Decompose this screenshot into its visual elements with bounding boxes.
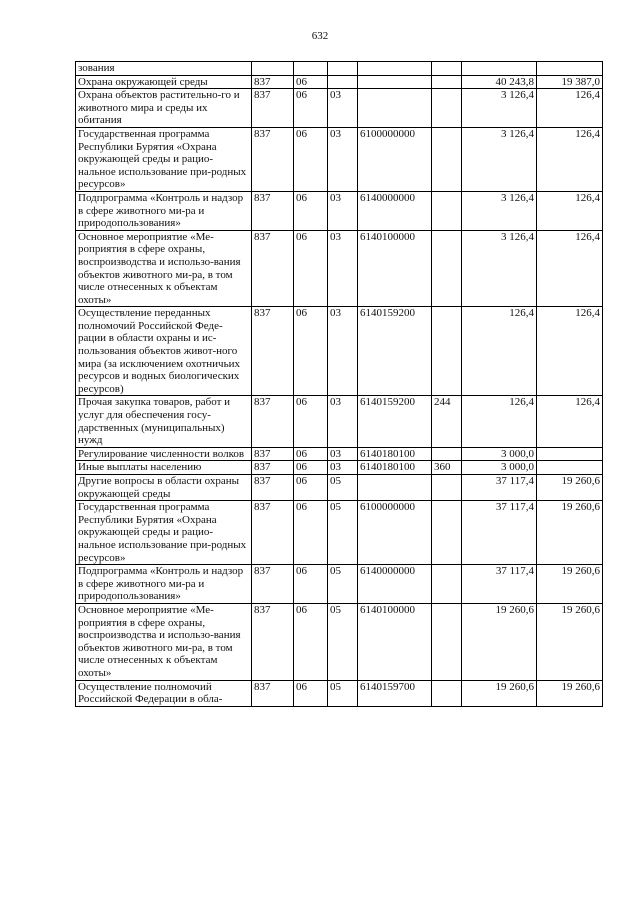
cell-subsection: 03 [328, 89, 358, 128]
table-row [76, 461, 603, 475]
cell-amount-1: 3 126,4 [462, 230, 537, 307]
cell-amount-2: 126,4 [537, 396, 603, 447]
cell-admin: 837 [252, 475, 294, 501]
cell-target: 6140159200 [358, 307, 432, 396]
cell-admin: 837 [252, 396, 294, 447]
cell-target [358, 62, 432, 76]
cell-target: 6140000000 [358, 191, 432, 230]
cell-name: Регулирование численности волков [76, 447, 252, 461]
cell-amount-2 [537, 62, 603, 76]
cell-admin: 837 [252, 307, 294, 396]
cell-section: 06 [294, 127, 328, 191]
cell-amount-2: 19 260,6 [537, 680, 603, 706]
page-number: 632 [311, 30, 329, 42]
cell-subsection: 05 [328, 501, 358, 565]
cell-name: Государственная программа Республики Бурятия «Охрана окружающей среды и рацио-нальное использование при-родных ресурсов» [76, 501, 252, 565]
cell-amount-1: 3 126,4 [462, 89, 537, 128]
cell-name: Подпрограмма «Контроль и надзор в сфере животного ми-ра и природопользования» [76, 565, 252, 604]
cell-section: 06 [294, 307, 328, 396]
cell-section: 06 [294, 191, 328, 230]
cell-admin: 837 [252, 230, 294, 307]
cell-vid [432, 475, 462, 501]
table-row [76, 62, 603, 76]
table-row [76, 475, 603, 501]
cell-section: 06 [294, 230, 328, 307]
cell-section: 06 [294, 447, 328, 461]
table-row [76, 75, 603, 89]
cell-vid [432, 680, 462, 706]
table-row [76, 501, 603, 565]
cell-target [358, 475, 432, 501]
cell-vid [432, 603, 462, 680]
cell-name: Основное мероприятие «Ме-роприятия в сфере охраны, воспроизводства и использо-вания объектов животного ми-ра, в том числе отнесенных к объектам охоты» [76, 603, 252, 680]
cell-amount-2: 126,4 [537, 191, 603, 230]
cell-vid [432, 62, 462, 76]
cell-amount-2: 19 260,6 [537, 565, 603, 604]
cell-admin: 837 [252, 127, 294, 191]
cell-name: Осуществление полномочий Российской Федерации в обла- [76, 680, 252, 706]
cell-admin: 837 [252, 565, 294, 604]
cell-amount-1: 37 117,4 [462, 475, 537, 501]
cell-name: Основное мероприятие «Ме-роприятия в сфере охраны, воспроизводства и использо-вания объектов животного ми-ра, в том числе отнесенных к объектам охоты» [76, 230, 252, 307]
cell-section: 06 [294, 565, 328, 604]
cell-amount-2: 19 260,6 [537, 475, 603, 501]
cell-target: 6140159700 [358, 680, 432, 706]
table-row [76, 307, 603, 396]
table-row [76, 565, 603, 604]
cell-amount-2: 126,4 [537, 127, 603, 191]
cell-admin [252, 62, 294, 76]
cell-amount-1: 3 126,4 [462, 127, 537, 191]
cell-name: Иные выплаты населению [76, 461, 252, 475]
cell-target [358, 75, 432, 89]
cell-vid [432, 565, 462, 604]
cell-amount-1: 40 243,8 [462, 75, 537, 89]
table-row [76, 680, 603, 706]
cell-admin: 837 [252, 603, 294, 680]
cell-target [358, 89, 432, 128]
cell-vid [432, 191, 462, 230]
cell-target: 6140000000 [358, 565, 432, 604]
cell-subsection: 05 [328, 475, 358, 501]
cell-amount-2 [537, 461, 603, 475]
cell-admin: 837 [252, 191, 294, 230]
cell-subsection: 05 [328, 603, 358, 680]
table-row [76, 127, 603, 191]
cell-vid: 360 [432, 461, 462, 475]
table-row [76, 191, 603, 230]
cell-amount-1 [462, 62, 537, 76]
cell-section: 06 [294, 501, 328, 565]
cell-section: 06 [294, 603, 328, 680]
cell-amount-2: 126,4 [537, 89, 603, 128]
cell-amount-1: 3 000,0 [462, 447, 537, 461]
cell-name: Государственная программа Республики Бурятия «Охрана окружающей среды и рацио-нальное использование при-родных ресурсов» [76, 127, 252, 191]
cell-amount-2 [537, 447, 603, 461]
cell-admin: 837 [252, 680, 294, 706]
cell-vid [432, 230, 462, 307]
table-row [76, 603, 603, 680]
cell-admin: 837 [252, 75, 294, 89]
cell-target: 6140159200 [358, 396, 432, 447]
cell-target: 6100000000 [358, 127, 432, 191]
cell-section [294, 62, 328, 76]
cell-amount-2: 19 260,6 [537, 603, 603, 680]
table-row [76, 396, 603, 447]
cell-subsection: 03 [328, 191, 358, 230]
cell-subsection: 03 [328, 447, 358, 461]
cell-vid [432, 127, 462, 191]
cell-admin: 837 [252, 461, 294, 475]
cell-vid [432, 501, 462, 565]
cell-amount-1: 19 260,6 [462, 603, 537, 680]
cell-vid [432, 447, 462, 461]
cell-subsection: 03 [328, 461, 358, 475]
cell-amount-1: 37 117,4 [462, 565, 537, 604]
cell-name: Охрана окружающей среды [76, 75, 252, 89]
cell-subsection: 03 [328, 230, 358, 307]
cell-section: 06 [294, 89, 328, 128]
cell-vid [432, 89, 462, 128]
cell-subsection [328, 75, 358, 89]
cell-name: Прочая закупка товаров, работ и услуг для обеспечения госу-дарственных (муниципальных) нужд [76, 396, 252, 447]
cell-target: 6140100000 [358, 230, 432, 307]
cell-amount-1: 37 117,4 [462, 501, 537, 565]
cell-amount-1: 3 126,4 [462, 191, 537, 230]
cell-subsection: 05 [328, 565, 358, 604]
cell-subsection: 03 [328, 307, 358, 396]
cell-subsection: 03 [328, 127, 358, 191]
cell-vid: 244 [432, 396, 462, 447]
cell-target: 6140180100 [358, 461, 432, 475]
cell-amount-1: 19 260,6 [462, 680, 537, 706]
cell-subsection [328, 62, 358, 76]
cell-amount-1: 126,4 [462, 396, 537, 447]
cell-name: Подпрограмма «Контроль и надзор в сфере животного ми-ра и природопользования» [76, 191, 252, 230]
cell-amount-1: 126,4 [462, 307, 537, 396]
cell-name: Охрана объектов растительно-го и животного мира и среды их обитания [76, 89, 252, 128]
cell-subsection: 05 [328, 680, 358, 706]
cell-target: 6100000000 [358, 501, 432, 565]
cell-name: Другие вопросы в области охраны окружающей среды [76, 475, 252, 501]
cell-section: 06 [294, 461, 328, 475]
table-row [76, 89, 603, 128]
cell-amount-2: 126,4 [537, 230, 603, 307]
cell-admin: 837 [252, 89, 294, 128]
table-row [76, 230, 603, 307]
cell-name: Осуществление переданных полномочий Российской Феде-рации в области охраны и ис-пользования объектов живот-ного мира (за исключением охотничьих ресурсов и водных биологических ресурсов) [76, 307, 252, 396]
cell-section: 06 [294, 75, 328, 89]
cell-name: зования [76, 62, 252, 76]
cell-vid [432, 75, 462, 89]
cell-subsection: 03 [328, 396, 358, 447]
cell-section: 06 [294, 680, 328, 706]
table-row [76, 447, 603, 461]
cell-admin: 837 [252, 447, 294, 461]
cell-section: 06 [294, 396, 328, 447]
cell-amount-2: 19 387,0 [537, 75, 603, 89]
cell-section: 06 [294, 475, 328, 501]
budget-table [75, 61, 603, 707]
cell-amount-1: 3 000,0 [462, 461, 537, 475]
budget-table-body [76, 62, 603, 707]
cell-target: 6140100000 [358, 603, 432, 680]
cell-target: 6140180100 [358, 447, 432, 461]
cell-vid [432, 307, 462, 396]
cell-amount-2: 19 260,6 [537, 501, 603, 565]
cell-amount-2: 126,4 [537, 307, 603, 396]
cell-admin: 837 [252, 501, 294, 565]
